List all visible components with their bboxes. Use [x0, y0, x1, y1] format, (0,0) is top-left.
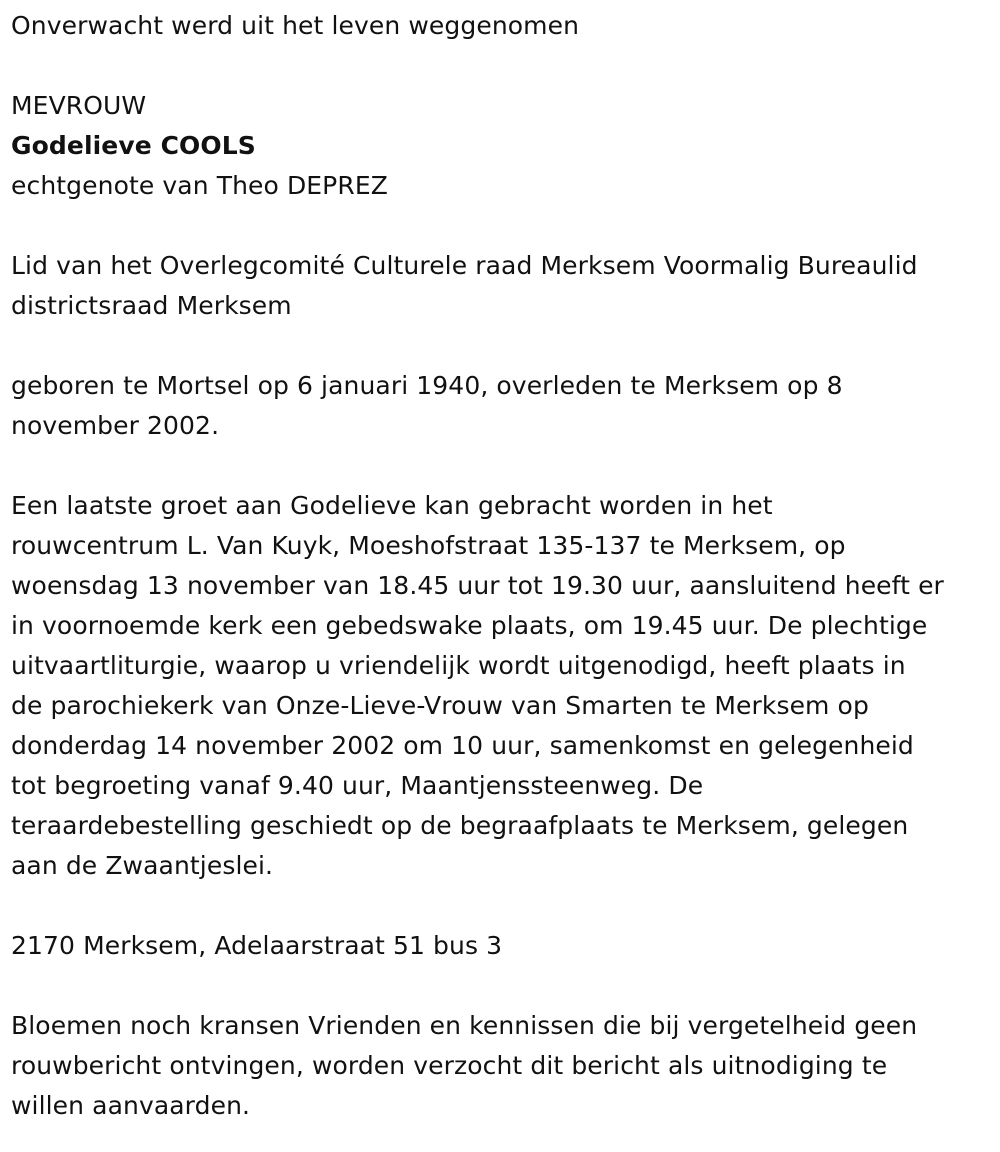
spacer [11, 326, 986, 366]
birth-death-paragraph [11, 366, 986, 446]
home-address: 2170 Merksem, Adelaarstraat 51 bus 3 [11, 931, 503, 960]
ceremony-line: rouwcentrum L. Van Kuyk, Moeshofstraat 135-137 te Merksem, op [11, 531, 846, 560]
spacer [11, 886, 986, 926]
spacer [11, 966, 986, 1006]
spacer [11, 46, 986, 86]
closing-line: rouwbericht ontvingen, worden verzocht dit bericht als uitnodiging te [11, 1051, 888, 1080]
closing-line: Bloemen noch kransen Vrienden en kennissen die bij vergetelheid geen [11, 1011, 918, 1040]
title-prefix: MEVROUW [11, 91, 147, 120]
ceremony-line: uitvaartliturgie, waarop u vriendelijk wordt uitgenodigd, heeft plaats in [11, 651, 906, 680]
spacer [11, 446, 986, 486]
ceremony-line: tot begroeting vanaf 9.40 uur, Maantjenssteenweg. De [11, 771, 704, 800]
ceremony-line: in voornoemde kerk een gebedswake plaats, om 19.45 uur. De plechtige [11, 611, 928, 640]
membership-line: Lid van het Overlegcomité Culturele raad Merksem Voormalig Bureaulid [11, 251, 918, 280]
ceremony-paragraph [11, 486, 986, 886]
spacer [11, 206, 986, 246]
ceremony-line: aan de Zwaantjeslei. [11, 851, 274, 880]
birth-death-line: november 2002. [11, 411, 220, 440]
membership-line: districtsraad Merksem [11, 291, 292, 320]
ceremony-line: teraardebestelling geschiedt op de begraafplaats te Merksem, gelegen [11, 811, 909, 840]
deceased-name: Godelieve COOLS [11, 131, 256, 160]
ceremony-line: donderdag 14 november 2002 om 10 uur, samenkomst en gelegenheid [11, 731, 914, 760]
ceremony-line: woensdag 13 november van 18.45 uur tot 19.30 uur, aansluitend heeft er [11, 571, 944, 600]
closing-paragraph [11, 1006, 986, 1126]
birth-death-line: geboren te Mortsel op 6 januari 1940, overleden te Merksem op 8 [11, 371, 843, 400]
obituary-notice [11, 6, 986, 1126]
ceremony-line: Een laatste groet aan Godelieve kan gebracht worden in het [11, 491, 773, 520]
spouse-line: echtgenote van Theo DEPREZ [11, 171, 388, 200]
membership-paragraph [11, 246, 986, 326]
intro-text: Onverwacht werd uit het leven weggenomen [11, 11, 580, 40]
ceremony-line: de parochiekerk van Onze-Lieve-Vrouw van Smarten te Merksem op [11, 691, 869, 720]
closing-line: willen aanvaarden. [11, 1091, 251, 1120]
